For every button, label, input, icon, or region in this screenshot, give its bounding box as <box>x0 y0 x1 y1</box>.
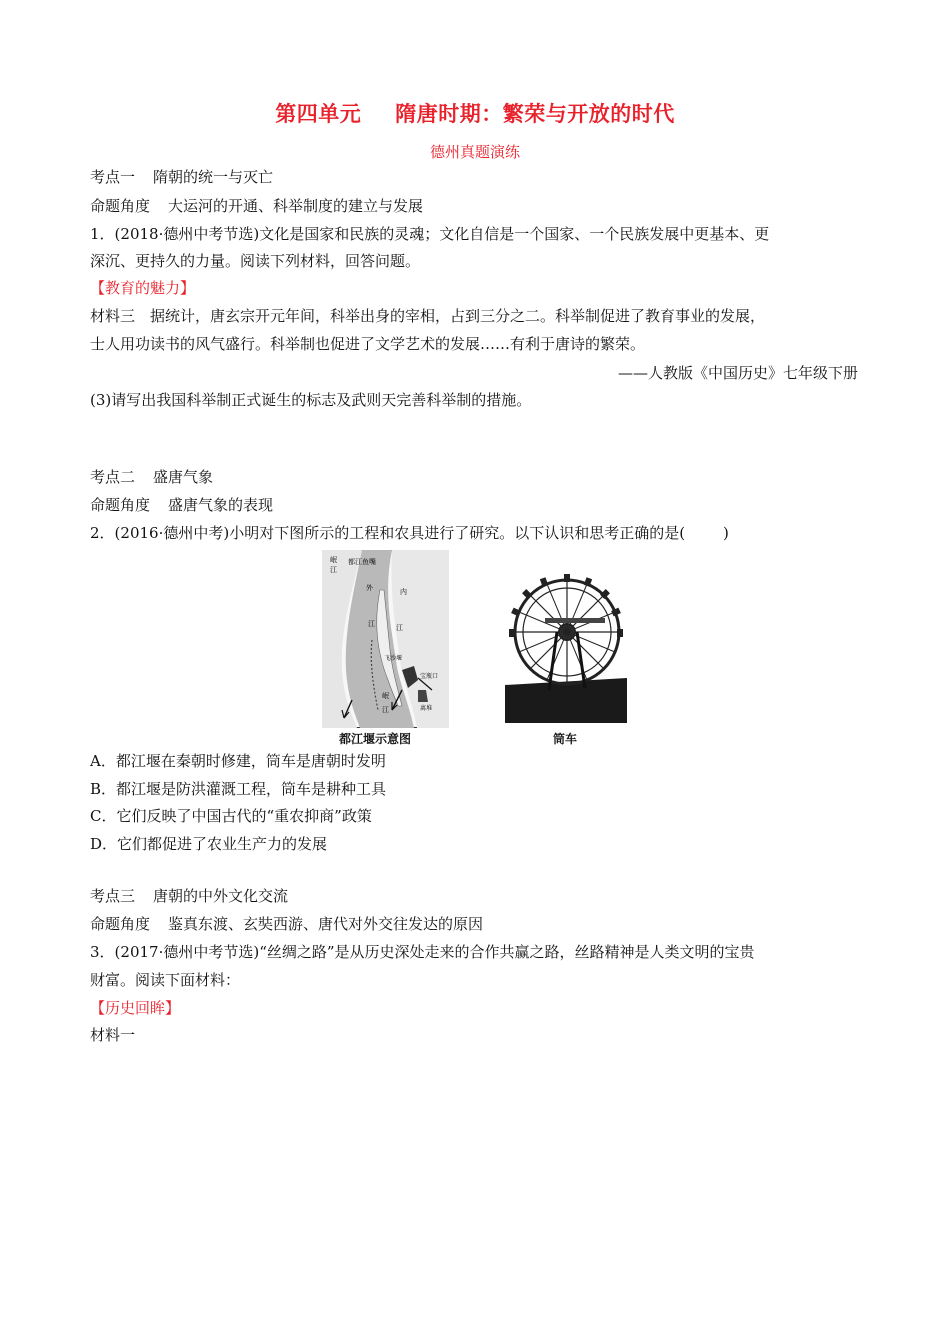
water-wheel-image <box>505 560 627 723</box>
section1-angle <box>90 196 423 216</box>
q2-stem: 2．(2016·德州中考)小明对下图所示的工程和农具进行了研究。以下认识和思考正确的是( <box>90 524 686 542</box>
q2-option-a[interactable]: A．都江堰在秦朝时修建，筒车是唐朝时发明 <box>90 752 386 770</box>
q3-tag: 【历史回眸】 <box>90 999 181 1017</box>
section3-angle-text: 鉴真东渡、玄奘西游、唐代对外交往发达的原因 <box>168 915 484 933</box>
section2-kaodian: 考点二 <box>90 468 136 486</box>
fig1-caption: 都江堰示意图 <box>339 732 412 746</box>
q3-material: 材料一 <box>90 1026 136 1044</box>
section3-kaodian-name: 唐朝的中外文化交流 <box>153 887 289 905</box>
q1-line1: 1．(2018·德州中考节选)文化是国家和民族的灵魂；文化自信是一个国家、一个民族发展中更基本、更 <box>90 225 770 243</box>
section1-kaodian-name: 隋朝的统一与灭亡 <box>153 168 274 186</box>
section2-heading <box>90 467 213 487</box>
q2-option-d[interactable]: D．它们都促进了农业生产力的发展 <box>90 835 328 853</box>
map-label-feisha: 飞沙堰 <box>384 655 403 662</box>
map-label-baoping: 宝瓶口 <box>420 673 439 680</box>
fig2-caption: 筒车 <box>553 732 578 746</box>
map-label-min: 岷 <box>330 556 337 564</box>
page-subtitle: 德州真题演练 <box>429 143 520 161</box>
q2-close-paren: ) <box>723 524 729 542</box>
dujiangyan-map <box>322 550 449 728</box>
map-label-wai: 外 <box>366 584 373 592</box>
section3-kaodian: 考点三 <box>90 887 136 905</box>
map-label-nei: 内 <box>400 588 407 596</box>
q2-option-c[interactable]: C．它们反映了中国古代的“重农抑商”政策 <box>90 807 372 825</box>
q2-option-b[interactable]: B．都江堰是防洪灌溉工程，筒车是耕种工具 <box>90 780 387 798</box>
section1-heading <box>90 167 273 187</box>
title-period: 隋唐时期：繁荣与开放的时代 <box>395 101 675 126</box>
q3-line1: 3．(2017·德州中考节选)“丝绸之路”是从历史深处走来的合作共赢之路，丝路精神是人类文明的宝贵 <box>90 943 755 961</box>
q1-source: ——人教版《中国历史》七年级下册 <box>617 364 858 382</box>
q1-material-line1: 材料三 据统计，唐玄宗开元年间，科举出身的宰相，占到三分之二。科举制促进了教育事业的发展， <box>90 307 766 325</box>
section2-angle-label: 命题角度 <box>90 496 151 514</box>
map-label-nei-jiang: 江 <box>396 624 403 632</box>
map-label-jiang-lower: 江 <box>382 706 389 714</box>
q1-tag: 【教育的魅力】 <box>90 279 196 297</box>
section3-angle-label: 命题角度 <box>90 915 151 933</box>
q1-material-line2: 士人用功读书的风气盛行。科举制也促进了文学艺术的发展……有利于唐诗的繁荣。 <box>90 335 646 353</box>
section2-angle-text: 盛唐气象的表现 <box>168 496 274 514</box>
section1-kaodian: 考点一 <box>90 168 136 186</box>
map-label-jiang: 江 <box>330 566 337 574</box>
map-label-min-lower: 岷 <box>382 692 389 700</box>
section2-kaodian-name: 盛唐气象 <box>153 468 214 486</box>
page-title <box>0 98 950 128</box>
q2-line1 <box>90 523 729 543</box>
section2-angle <box>90 495 273 515</box>
section3-heading <box>90 886 288 906</box>
map-label-lidui: 离堆 <box>420 705 433 712</box>
title-unit: 第四单元 <box>275 101 362 126</box>
q1-line2: 深沉、更持久的力量。阅读下列材料，回答问题。 <box>90 252 421 270</box>
map-label-channel: 都江鱼嘴 <box>348 558 376 566</box>
section1-angle-label: 命题角度 <box>90 197 151 215</box>
map-label-wai-jiang: 江 <box>368 620 375 628</box>
q1-question: (3)请写出我国科举制正式诞生的标志及武则天完善科举制的措施。 <box>90 391 532 409</box>
section1-angle-text: 大运河的开通、科举制度的建立与发展 <box>168 197 424 215</box>
section3-angle <box>90 914 483 934</box>
q3-line2: 财富。阅读下面材料： <box>90 971 241 989</box>
